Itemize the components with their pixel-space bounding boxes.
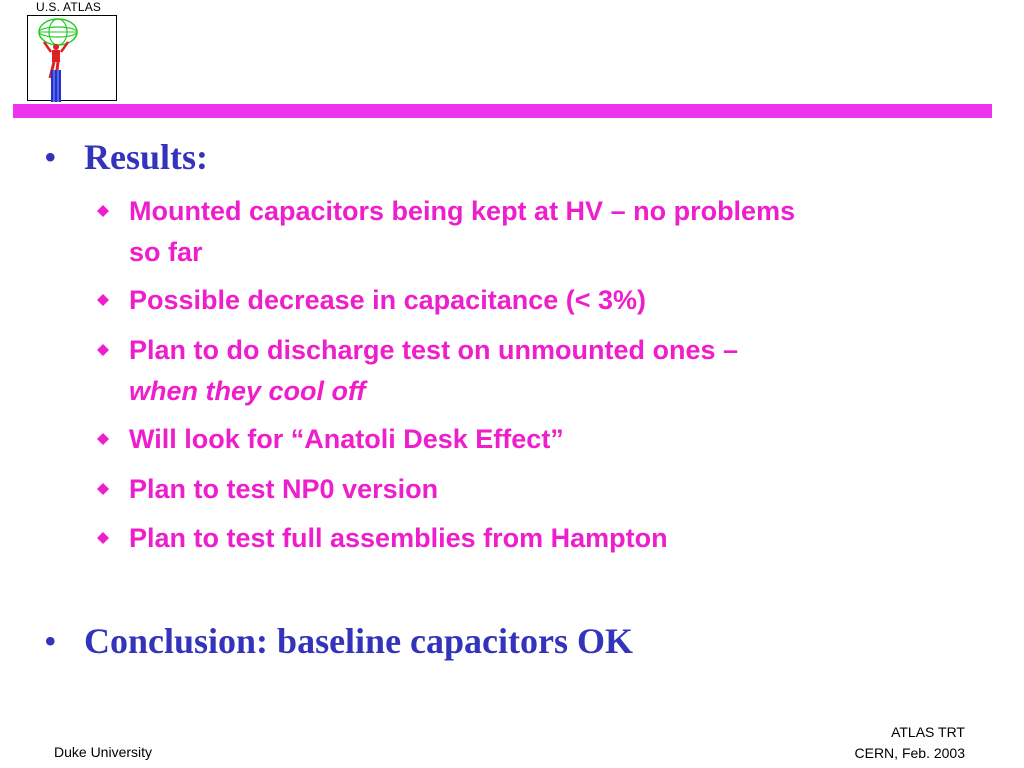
sub-item-1 <box>97 191 927 273</box>
sub-item-4 <box>97 419 927 460</box>
footer-project: ATLAS TRT <box>891 724 965 740</box>
sub-item-3 <box>97 330 927 412</box>
header-bar <box>13 104 992 118</box>
results-heading: Results: <box>84 137 208 177</box>
sub-item-text: Plan to do discharge test on unmounted ones – <box>129 335 739 365</box>
diamond-bullet-icon <box>97 483 109 495</box>
atlas-logo <box>27 15 117 101</box>
footer-date: CERN, Feb. 2003 <box>854 745 965 761</box>
sub-item-text: Mounted capacitors being kept at HV – no problems so far <box>129 196 796 267</box>
footer-institution: Duke University <box>54 744 153 760</box>
sub-item-italic-text: when they cool off <box>129 376 366 406</box>
conclusion-text: Conclusion: baseline capacitors OK <box>84 621 634 661</box>
diamond-bullet-icon <box>97 294 109 306</box>
sub-item-5 <box>97 469 927 510</box>
sub-item-text: Will look for “Anatoli Desk Effect” <box>129 424 564 454</box>
atlas-figure-icon <box>28 16 118 102</box>
diamond-bullet-icon <box>97 205 109 217</box>
sub-item-2 <box>97 280 927 321</box>
bullet-dot: • <box>44 137 57 177</box>
footer-event <box>855 722 966 764</box>
sub-item-6 <box>97 518 927 559</box>
diamond-bullet-icon <box>97 344 109 356</box>
diamond-bullet-icon <box>97 433 109 445</box>
sub-item-text: Plan to test NP0 version <box>129 474 439 504</box>
sub-item-text: Possible decrease in capacitance (< 3%) <box>129 285 647 315</box>
bullet-dot: • <box>44 621 57 661</box>
sub-item-text: Plan to test full assemblies from Hampton <box>129 523 668 553</box>
diamond-bullet-icon <box>97 532 109 544</box>
logo-caption: U.S. ATLAS <box>36 0 102 14</box>
